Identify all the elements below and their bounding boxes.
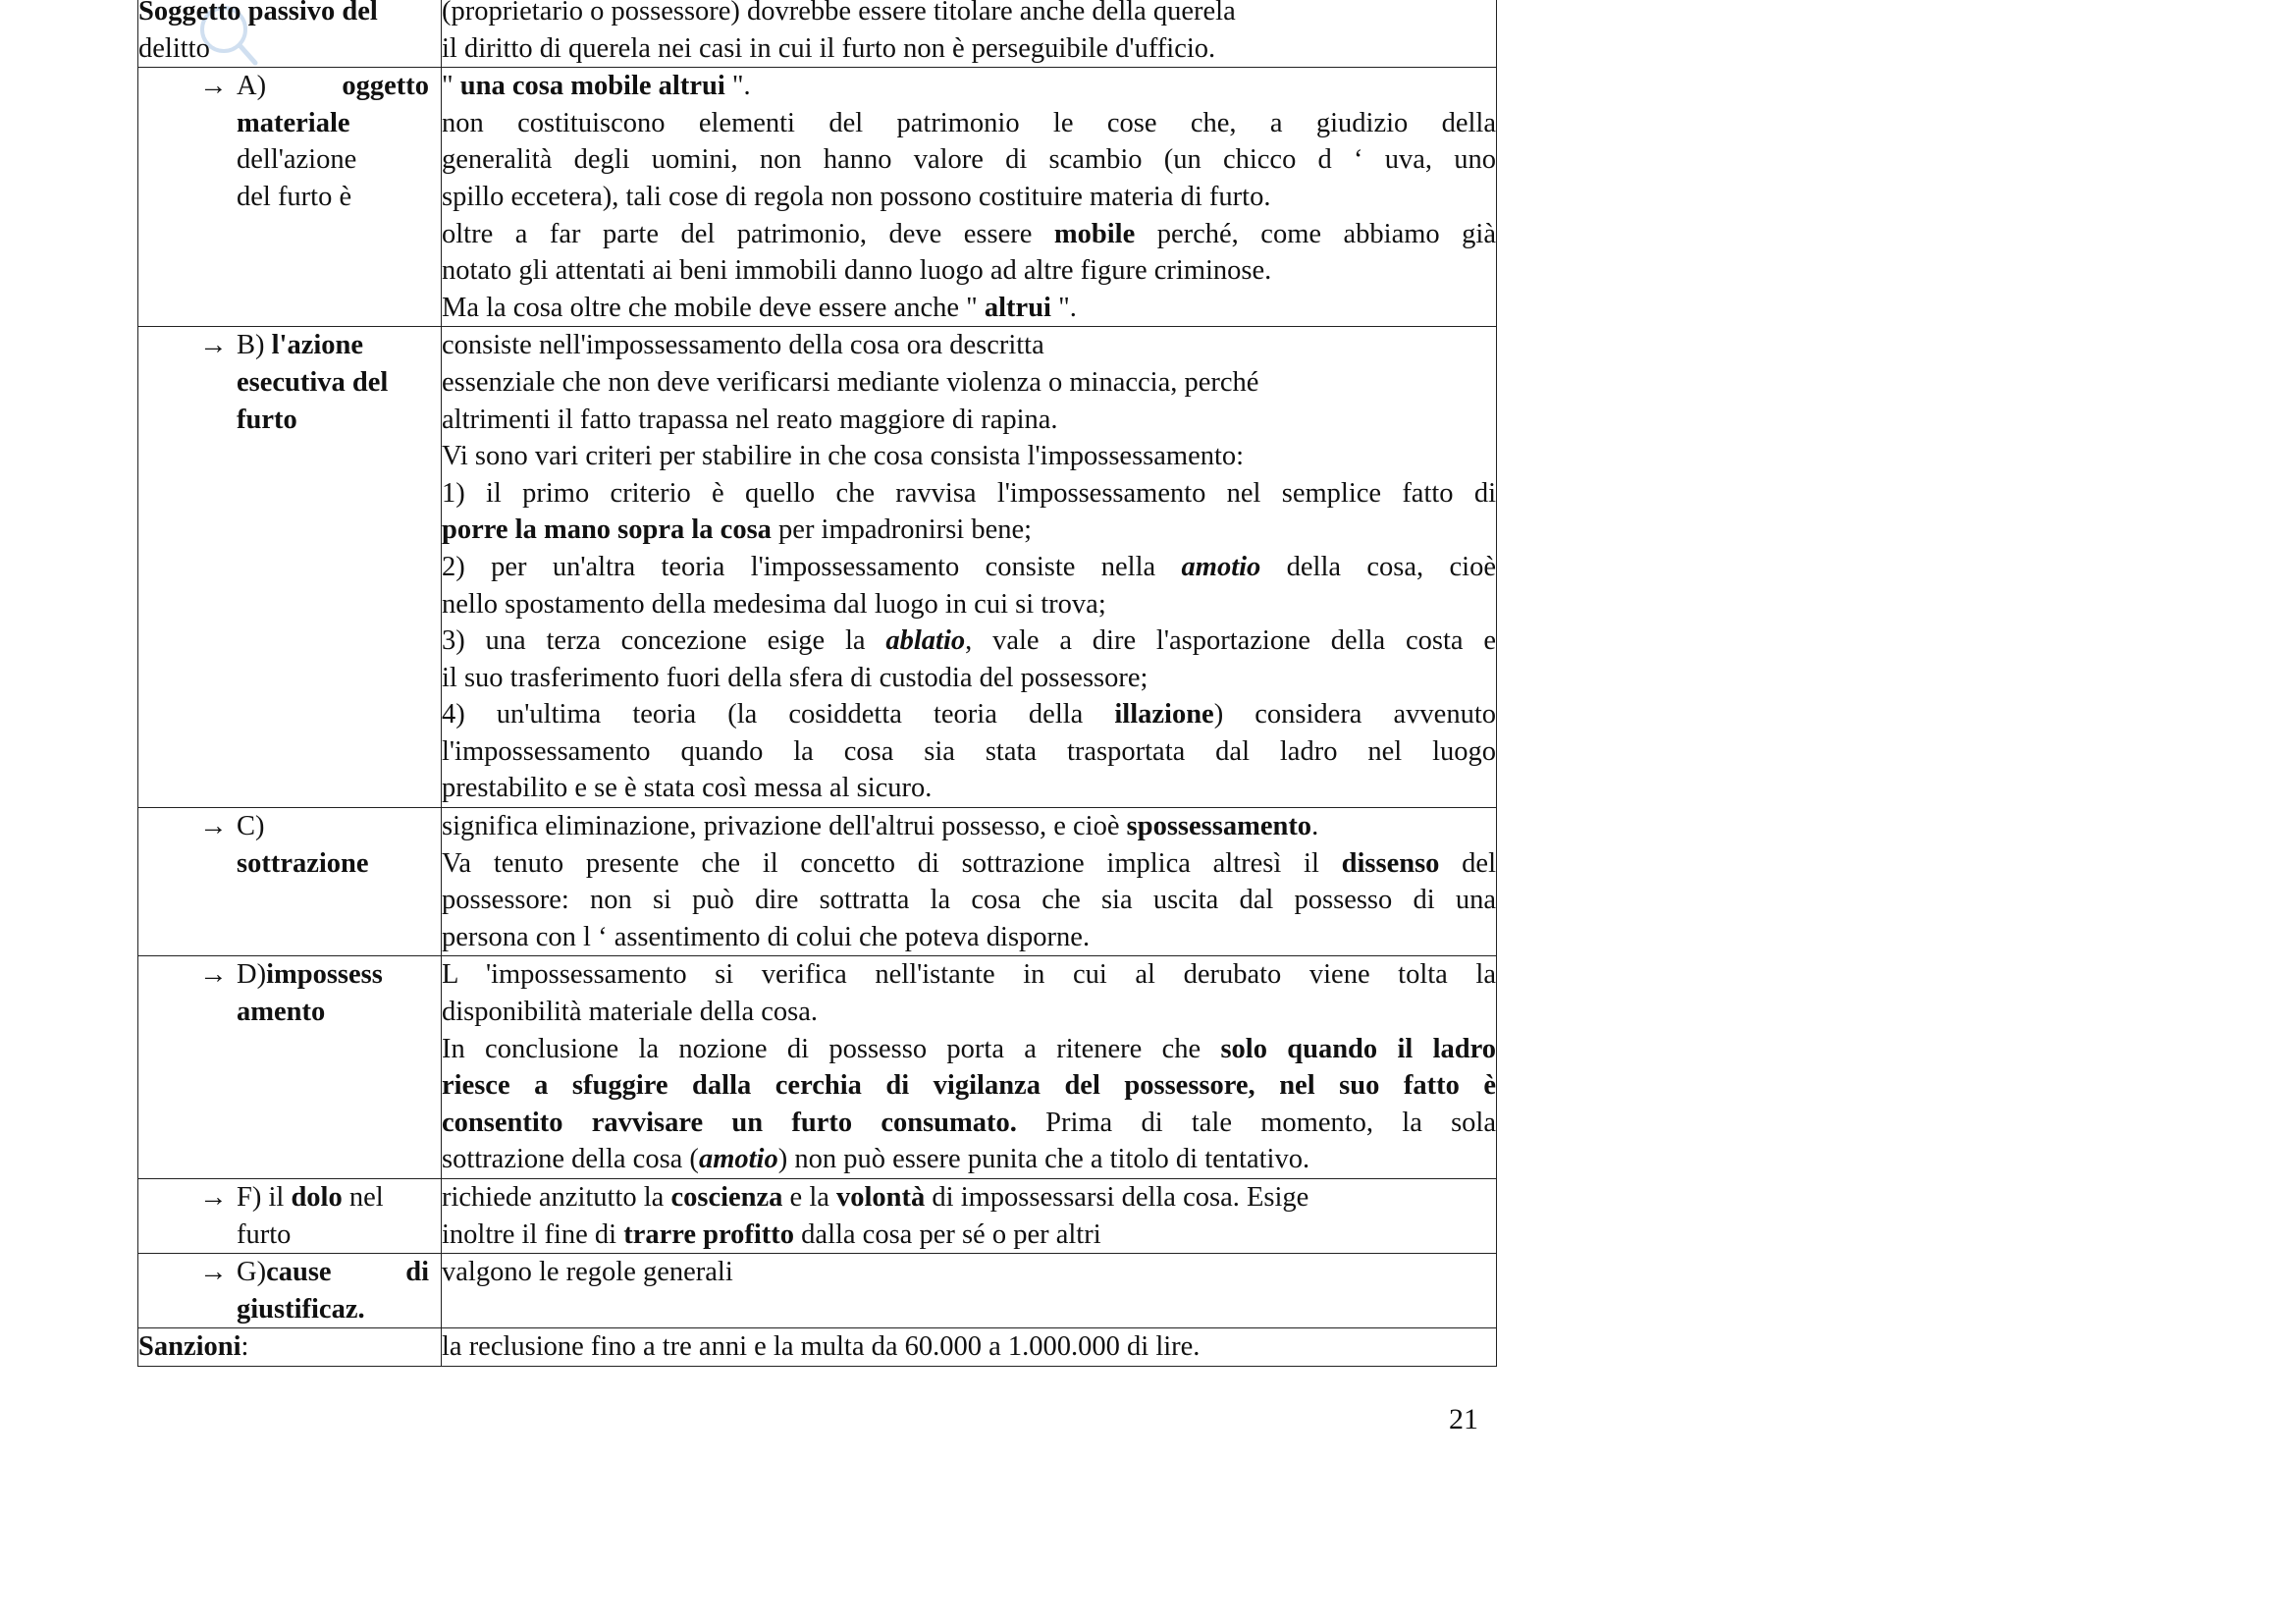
content-line: possessore: non si può dire sottratta la cosa che sia uscita dal possesso di una [442, 885, 1496, 916]
table-row-azione-esecutiva [138, 327, 1497, 808]
content-line: richiede anzitutto la coscienza e la volontà di impossessarsi della cosa. Esige [442, 1182, 1309, 1213]
table-row-dolo [138, 1179, 1497, 1254]
content-line: persona con l ‘ assentimento di colui che poteva disporne. [442, 921, 1091, 952]
label-cell: → B) l'azione esecutiva del furto [138, 327, 442, 808]
content-line: (proprietario o possessore) dovrebbe essere titolare anche della querela [442, 0, 1236, 27]
content-line: 4) un'ultima teoria (la cosiddetta teoria della illazione) considera avvenuto [442, 699, 1496, 730]
content-cell [442, 327, 1497, 808]
content-cell [442, 1254, 1497, 1328]
furto-table [137, 0, 1497, 1367]
table-row-cause-giustificazione [138, 1254, 1497, 1328]
content-cell [442, 1179, 1497, 1254]
content-line: disponibilità materiale della cosa. [442, 997, 819, 1028]
content-line: Va tenuto presente che il concetto di sottrazione implica altresì il dissenso del [442, 847, 1496, 879]
arrow-right-icon: → [199, 959, 228, 991]
content-line: 1) il primo criterio è quello che ravvisa l'impossessamento nel semplice fatto di [442, 477, 1496, 509]
content-line: oltre a far parte del patrimonio, deve essere mobile perché, come abbiamo già [442, 218, 1496, 249]
label-cell: → G)cause di giustificaz. [138, 1254, 442, 1328]
label-text: Soggetto passivo del [138, 0, 378, 27]
content-line: " una cosa mobile altrui ". [442, 71, 751, 102]
content-line: nello spostamento della medesima dal luogo in cui si trova; [442, 588, 1106, 620]
content-line: porre la mano sopra la cosa per impadronirsi bene; [442, 514, 1033, 546]
content-line: essenziale che non deve verificarsi mediante violenza o minaccia, perché [442, 366, 1259, 398]
page-number: 21 [1449, 1403, 1478, 1435]
content-line: consiste nell'impossessamento della cosa ora descritta [442, 330, 1044, 361]
arrow-right-icon: → [199, 71, 228, 102]
table-row-sottrazione [138, 808, 1497, 956]
label-cell [138, 0, 442, 68]
content-cell [442, 1328, 1497, 1367]
table-row-sanzioni [138, 1328, 1497, 1367]
label-cell: → F) il dolo nel furto [138, 1179, 442, 1254]
table-row-oggetto-materiale [138, 68, 1497, 327]
content-line: 3) una terza concezione esige la ablatio, vale a dire l'asportazione della costa e [442, 625, 1496, 657]
content-line: inoltre il fine di trarre profitto dalla cosa per sé o per altri [442, 1218, 1101, 1250]
content-line: significa eliminazione, privazione dell'altrui possesso, e cioè spossessamento. [442, 811, 1319, 842]
content-line: prestabilito e se è stata così messa al sicuro. [442, 773, 933, 804]
content-line: consentito ravvisare un furto consumato. Prima di tale momento, la sola [442, 1107, 1496, 1138]
content-cell [442, 0, 1497, 68]
table-row-impossessamento [138, 956, 1497, 1179]
content-line: riesce a sfuggire dalla cerchia di vigilanza del possessore, nel suo fatto è [442, 1070, 1496, 1102]
arrow-right-icon: → [199, 1257, 228, 1288]
content-line: il diritto di querela nei casi in cui il furto non è perseguibile d'ufficio. [442, 32, 1216, 64]
content-line: spillo eccetera), tali cose di regola non possono costituire materia di furto. [442, 181, 1271, 212]
content-line: altrimenti il fatto trapassa nel reato maggiore di rapina. [442, 404, 1058, 435]
arrow-right-icon: → [199, 1182, 228, 1213]
content-cell [442, 68, 1497, 327]
label-cell: → C) sottrazione [138, 808, 442, 956]
content-line: Ma la cosa oltre che mobile deve essere anche " altrui ". [442, 292, 1077, 323]
label-cell: Sanzioni: [138, 1328, 442, 1367]
label-text: delitto [138, 32, 210, 64]
label-cell: → D)impossess amento [138, 956, 442, 1179]
content-cell [442, 956, 1497, 1179]
content-cell [442, 808, 1497, 956]
content-line: L 'impossessamento si verifica nell'istante in cui al derubato viene tolta la [442, 959, 1496, 991]
arrow-right-icon: → [199, 330, 228, 361]
content-line: la reclusione fino a tre anni e la multa da 60.000 a 1.000.000 di lire. [442, 1331, 1201, 1363]
content-line: Vi sono vari criteri per stabilire in che cosa consista l'impossessamento: [442, 441, 1245, 472]
arrow-right-icon: → [199, 811, 228, 842]
content-line: In conclusione la nozione di possesso porta a ritenere che solo quando il ladro [442, 1033, 1497, 1064]
content-line: non costituiscono elementi del patrimonio le cose che, a giudizio della [442, 107, 1496, 138]
table-row-soggetto-passivo [138, 0, 1497, 68]
content-line: 2) per un'altra teoria l'impossessamento consiste nella amotio della cosa, cioè [442, 551, 1496, 582]
label-cell: → A) oggetto materiale dell'azione del furto è [138, 68, 442, 327]
content-line: valgono le regole generali [442, 1257, 733, 1288]
content-line: il suo trasferimento fuori della sfera di custodia del possessore; [442, 662, 1148, 693]
content-line: l'impossessamento quando la cosa sia stata trasportata dal ladro nel luogo [442, 735, 1496, 767]
content-line: generalità degli uomini, non hanno valore di scambio (un chicco d ‘ uva, uno [442, 144, 1496, 176]
content-line: notato gli attentati ai beni immobili danno luogo ad altre figure criminose. [442, 255, 1272, 287]
content-line: sottrazione della cosa (amotio) non può essere punita che a titolo di tentativo. [442, 1144, 1310, 1175]
